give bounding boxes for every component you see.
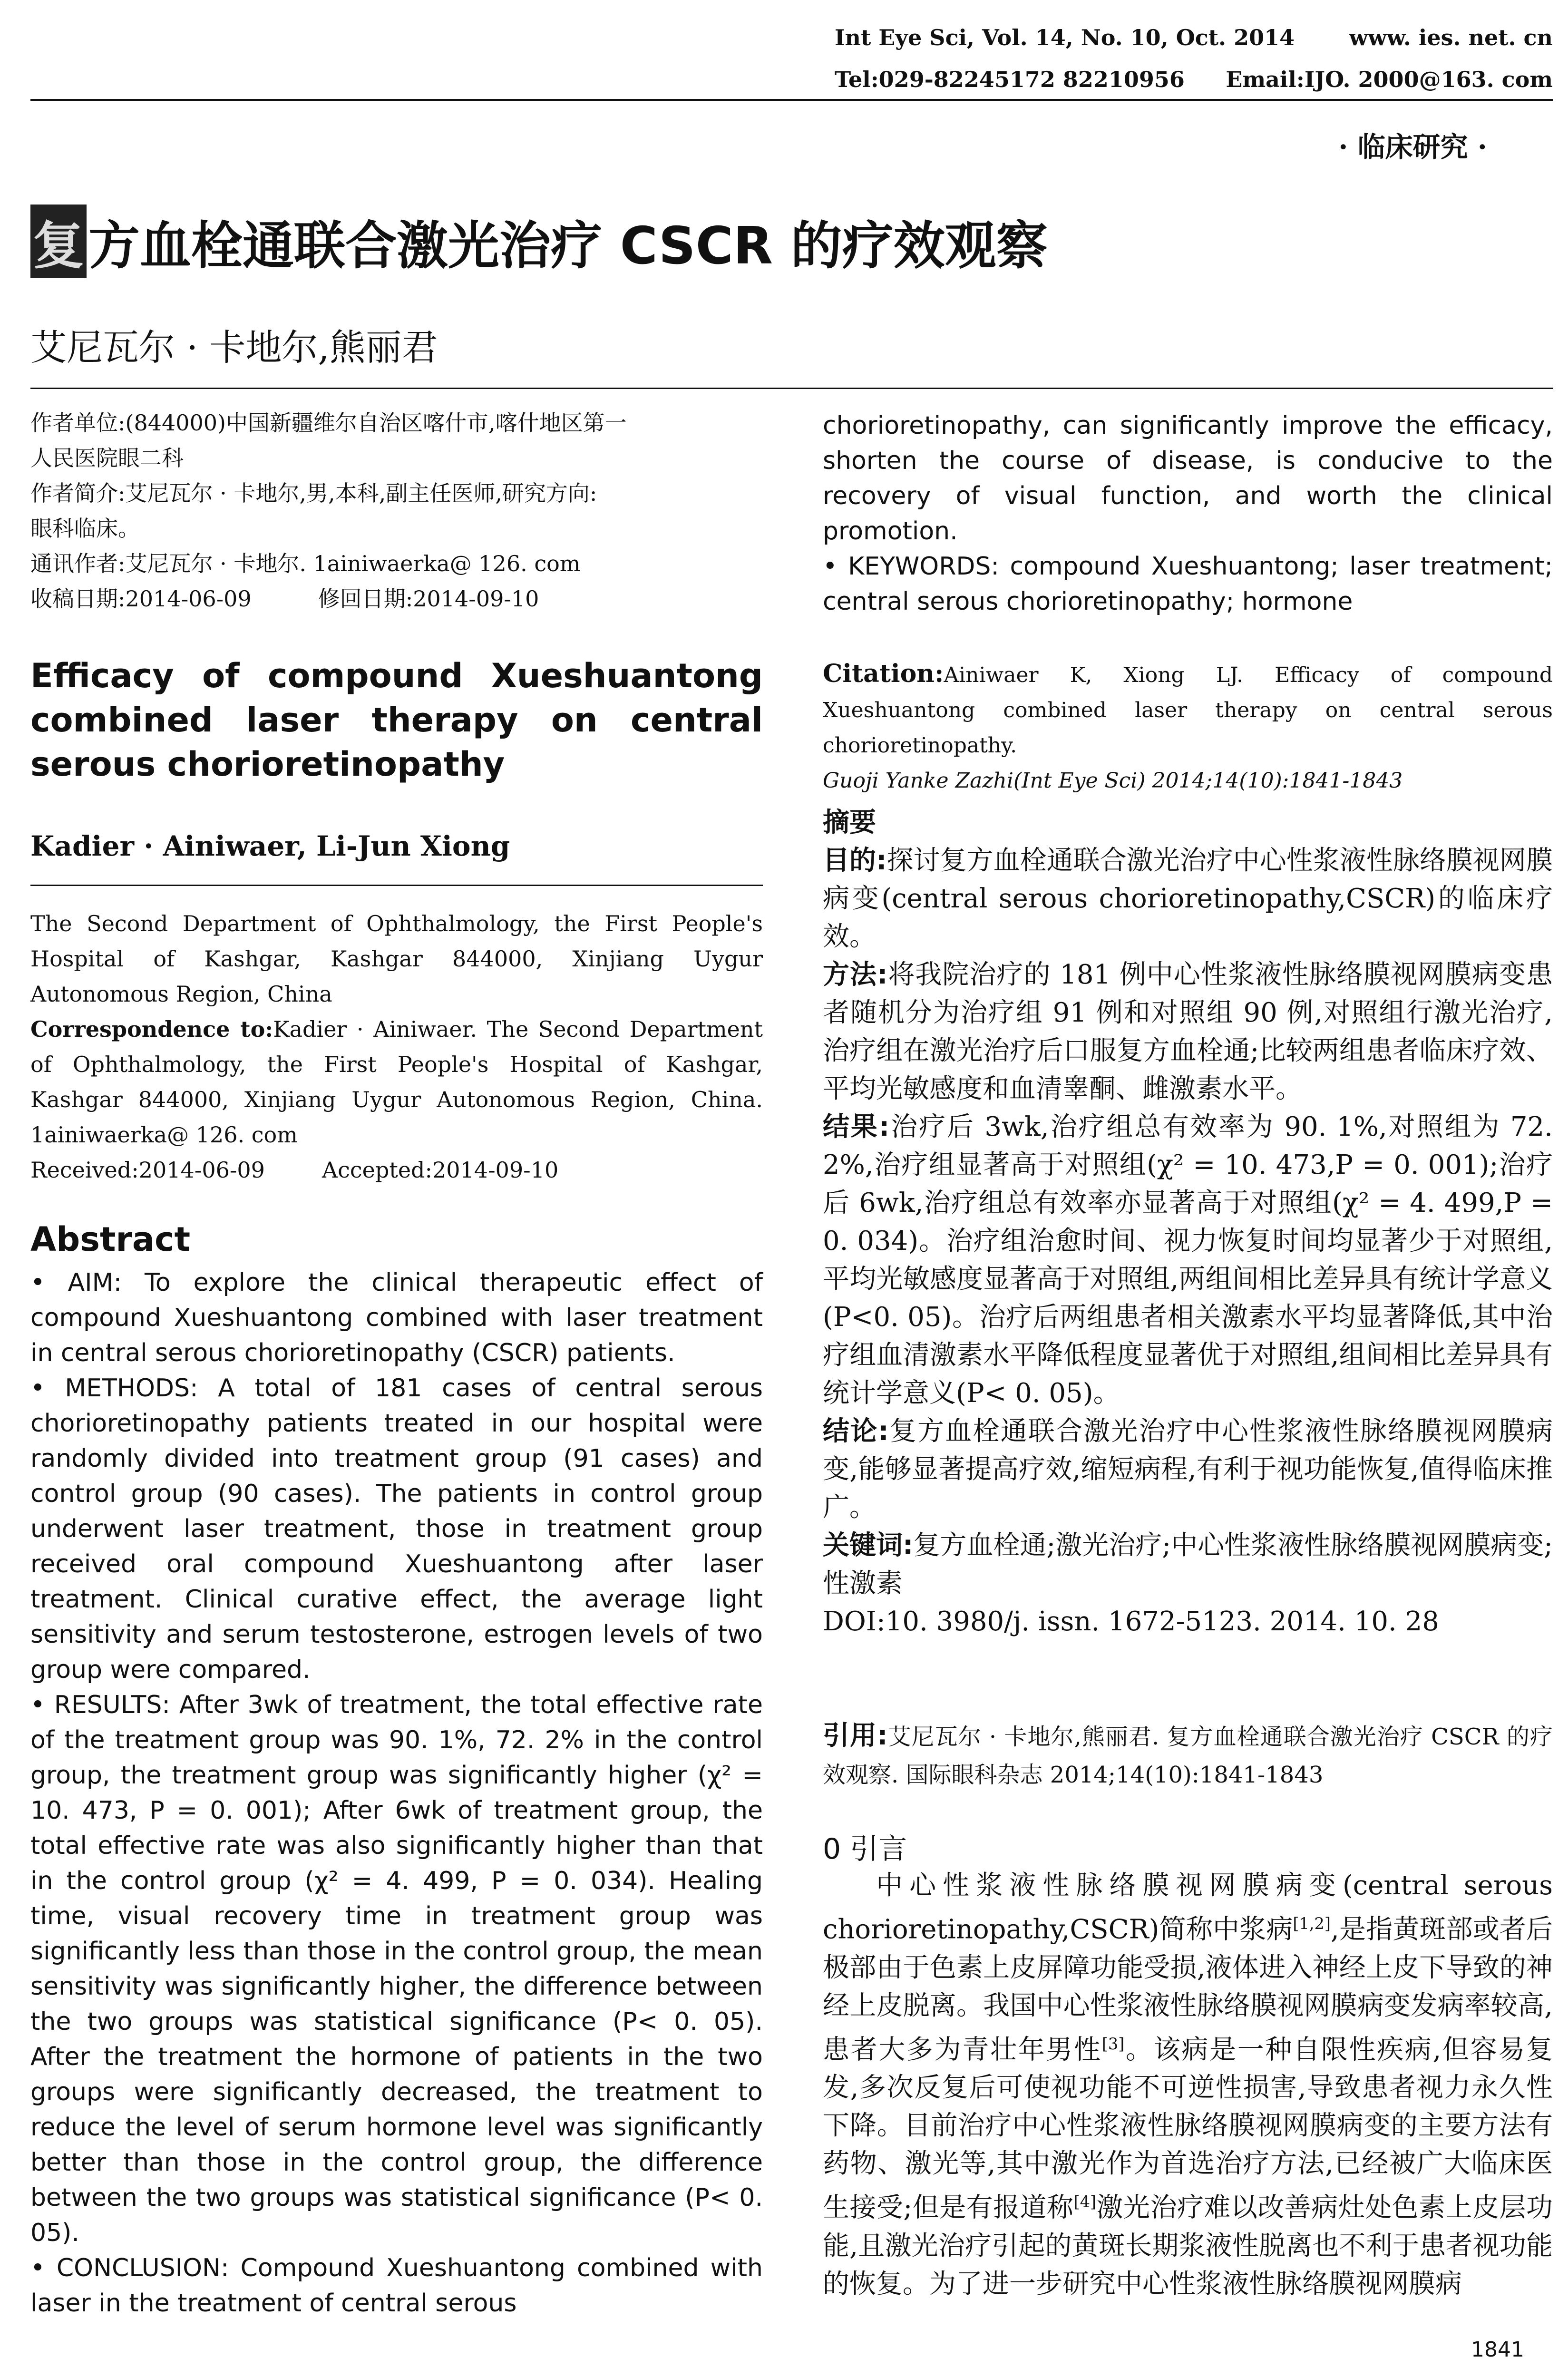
intro-text-a: 中心性浆液性脉络膜视网膜病变(central serous chorioretinopathy,CSCR)简称中浆病 [823,1870,1553,1945]
cn-aim-text: 探讨复方血栓通联合激光治疗中心性浆液性脉络膜视网膜病变(central serous chorioretinopathy,CSCR)的临床疗效。 [823,845,1553,952]
intro-body [823,1867,1553,2303]
cn-citation-block [823,1717,1553,1794]
author-bio-line1: 作者简介:艾尼瓦尔 · 卡地尔,男,本科,副主任医师,研究方向: [30,480,597,506]
abstract-body [30,1265,763,2321]
abstract-aim: • AIM: To explore the clinical therapeutic effect of compound Xueshuantong combined with laser treatment in central serous chorioretinopathy (CSCR) patients. [30,1268,763,1367]
abstract-methods: • METHODS: A total of 181 cases of central serous chorioretinopathy patients treated in our hospital were randomly divided into treatment group (91 cases) and control group (90 cases). The patients in control group underwent laser treatment, those in treatment group received oral compound Xueshuantong after laser treatment. Clinical curative effect, the average light sensitivity and serum testosterone, estrogen levels of two group were compared. [30,1374,763,1684]
citation-block [823,656,1553,799]
cn-abstract-keywords [823,1527,1553,1603]
cn-abstract-heading: 摘要 [823,807,876,838]
chinese-abstract [823,804,1553,1641]
intro-paragraph [823,1867,1553,2303]
english-accepted: Accepted:2014-09-10 [321,1157,559,1183]
author-bio-line2: 眼科临床。 [30,516,140,541]
intro-heading: 0 引言 [823,1832,907,1866]
cn-keywords-label: 关键词: [823,1530,914,1561]
abstract-conclusion-start: • CONCLUSION: Compound Xueshuantong combined with laser in the treatment of central serous [30,2254,763,2318]
article-title [30,205,1048,278]
english-affiliation: The Second Department of Ophthalmology, the First People's Hospital of Kashgar, Kashgar 844000, Xinjiang Uygur Autonomous Region, China [30,911,763,1007]
correspondence-text: Kadier · Ainiwaer. The Second Department of Ophthalmology, the First People's Hospital of Kashgar, Kashgar 844000, Xinjiang Uygur Autonomous Region, China. 1ainiwaerka@ 126. com [30,1016,763,1148]
cn-results-label: 结果: [823,1111,890,1142]
cn-aim-label: 目的: [823,845,887,876]
cn-abstract-results [823,1108,1553,1413]
journal-header-line [835,25,1553,50]
header-rule [30,99,1553,101]
intro-text-c: 。该病是一种自限性疾病,但容易复发,多次反复后可使视功能不可逆性损害,导致患者视力永久性下降。目前治疗中心性浆液性脉络膜视网膜病变的主要方法有药物、激光等,其中激光作为首选治疗方法,已经被广大临床医生接受;但是有报道称 [823,2034,1553,2223]
authors-cn: 艾尼瓦尔 · 卡地尔,熊丽君 [30,326,438,369]
english-affiliation-block [30,906,763,1188]
intro-text-d: 激光治疗难以改善病灶处色素上皮层功能,且激光治疗引起的黄斑长期浆液性脱离也不利于患者视功能的恢复。为了进一步研究中心性浆液性脉络膜视网膜病 [823,2192,1553,2299]
cn-citation-label: 引用: [823,1720,888,1751]
citation-journal: Guoji Yanke Zazhi(Int Eye Sci) 2014;14(10):1841-1843 [823,769,1403,793]
title-rule [30,388,1553,389]
author-unit-line1: 作者单位:(844000)中国新疆维尔自治区喀什市,喀什地区第一 [30,410,627,436]
ref-link-4[interactable]: [4] [1073,2192,1097,2211]
abstract-heading: Abstract [30,1220,191,1259]
cn-doi: DOI:10. 3980/j. issn. 1672-5123. 2014. 10. 28 [823,1606,1439,1637]
cn-abstract-conclusion [823,1413,1553,1527]
cn-methods-label: 方法: [823,959,888,990]
journal-email: Email:IJO. 2000@163. com [1226,67,1553,92]
correspondence-label: Correspondence to: [30,1016,273,1042]
english-title: Efficacy of compound Xueshuantong combined laser therapy on central serous chorioretinopathy [30,656,763,784]
english-correspondence [30,1012,763,1152]
cn-keywords-text: 复方血栓通;激光治疗;中心性浆液性脉络膜视网膜病变;性激素 [823,1530,1553,1599]
cn-citation-text: 艾尼瓦尔 · 卡地尔,熊丽君. 复方血栓通联合激光治疗 CSCR 的疗效观察. 国际眼科杂志 2014;14(10):1841-1843 [823,1724,1553,1788]
citation-text: Ainiwaer K, Xiong LJ. Efficacy of compound Xueshuantong combined laser therapy on central serous chorioretinopathy. [823,663,1553,758]
journal-tel: Tel:029-82245172 82210956 [835,67,1185,92]
received-date: 收稿日期:2014-06-09 [30,586,252,612]
journal-contact-line [835,67,1553,92]
author-info-block [30,405,763,616]
cn-abstract-methods [823,956,1553,1108]
cn-abstract-aim [823,842,1553,956]
cn-conclusion-text: 复方血栓通联合激光治疗中心性浆液性脉络膜视网膜病变,能够显著提高疗效,缩短病程,有利于视功能恢复,值得临床推广。 [823,1416,1553,1523]
title-initial-char: 复 [30,205,87,278]
cn-conclusion-label: 结论: [823,1416,889,1447]
title-text: 方血栓通联合激光治疗 CSCR 的疗效观察 [88,216,1048,276]
abstract-results: • RESULTS: After 3wk of treatment, the total effective rate of the treatment group was 90. 1%, 72. 2% in the control group, the treatment group was significantly higher (χ² = 10. 473, P = 0. 001); After 6wk of treatment group, the total effective rate was also significantly higher than that in the control group (χ² = 4. 499, P = 0. 034). Healing time, visual recovery time in treatment group was significantly less than those in the control group, the mean sensitivity was significantly higher, the difference between the two groups was statistical significance (P< 0. 05). After the treatment the hormone of patients in the two groups were significantly decreased, the treatment to reduce the level of serum hormone level was significantly better than those in the control group, the difference between the two groups was statistical significance (P< 0. 05). [30,1691,763,2247]
intro-text-b: ,是指黄斑部或者后极部由于色素上皮屏障功能受损,液体进入神经上皮下导致的神经上皮脱离。我国中心性浆液性脉络膜视网膜病变发病率较高,患者大多为青壮年男性 [823,1914,1553,2065]
dates-line [30,581,763,616]
abstract-keywords: • KEYWORDS: compound Xueshuantong; laser treatment; central serous chorioretinopathy; hormone [823,552,1553,616]
journal-website: www. ies. net. cn [1349,25,1553,50]
english-received: Received:2014-06-09 [30,1157,265,1183]
cn-methods-text: 将我院治疗的 181 例中心性浆液性脉络膜视网膜病变患者随机分为治疗组 91 例和对照组 90 例,对照组行激光治疗,治疗组在激光治疗后口服复方血栓通;比较两组患者临床疗效、平均光敏感度和血清睾酮、雌激素水平。 [823,959,1553,1104]
en-authors-rule [30,885,763,886]
cn-results-text: 治疗后 3wk,治疗组总有效率为 90. 1%,对照组为 72. 2%,治疗组显著高于对照组(χ² = 10. 473,P = 0. 001);治疗后 6wk,治疗组总有效率亦显著高于对照组(χ² = 4. 499,P = 0. 034)。治疗组治愈时间、视力恢复时间均显著少于对照组,平均光敏感度显著高于对照组,两组间相比差异具有统计学意义(P<0. 05)。治疗后两组患者相关激素水平均显著降低,其中治疗组血清激素水平降低程度显著优于对照组,组间相比差异具有统计学意义(P< 0. 05)。 [823,1111,1553,1409]
english-dates [30,1152,763,1188]
abstract-continued [823,408,1553,619]
author-unit-line2: 人民医院眼二科 [30,445,184,471]
journal-info: Int Eye Sci, Vol. 14, No. 10, Oct. 2014 [835,25,1295,50]
ref-link-3[interactable]: [3] [1101,2034,1125,2053]
page-number: 1841 [1471,2338,1524,2362]
english-authors: Kadier · Ainiwaer, Li-Jun Xiong [30,830,510,862]
abstract-conclusion-end: chorioretinopathy, can significantly improve the efficacy, shorten the course of disease, is conducive to the recovery of visual function, and worth the clinical promotion. [823,411,1553,546]
corresponding-author: 通讯作者:艾尼瓦尔 · 卡地尔. 1ainiwaerka@ 126. com [30,551,581,576]
ref-link-1[interactable]: [1,2] [1293,1914,1331,1933]
citation-label: Citation: [823,659,944,688]
section-tag: · 临床研究 · [1338,131,1487,163]
revised-date: 修回日期:2014-09-10 [318,586,539,612]
